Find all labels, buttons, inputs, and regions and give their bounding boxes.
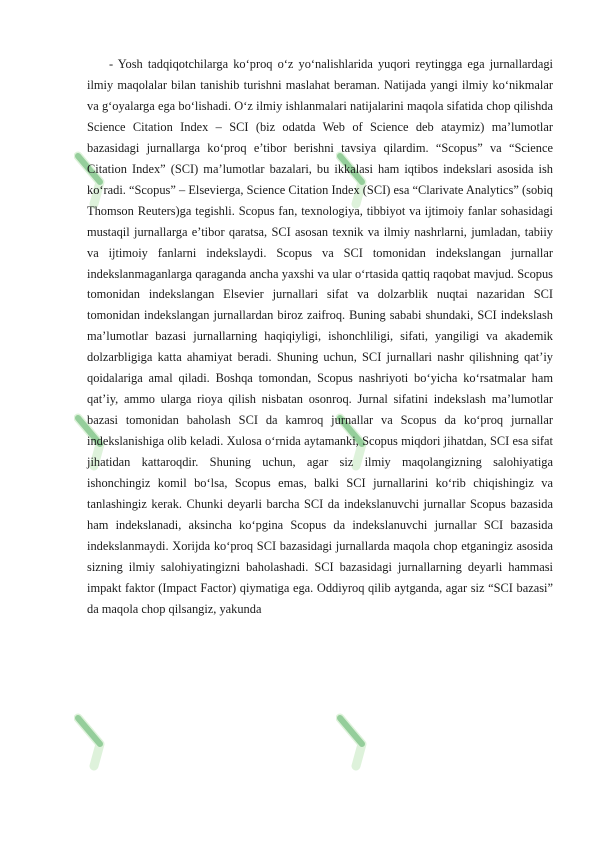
green-diagonal-logo-icon (74, 712, 120, 772)
green-diagonal-logo-icon (336, 712, 382, 772)
paragraph: - Yosh tadqiqotchilarga koʻproq oʻz yoʻnalishlarida yuqori reytingga ega jurnallardagi ilmiy maqolalar bilan tanishib turishni maslahat beraman. Natijada yangi ilmiy koʻnikmalar va gʻoyalarga ega boʻlishadi. Oʻz ilmiy ishlanmalari natijalarini maqola sifatida chop qilishda Science Citation Index – SCI (biz odatda Web of Science deb ataymiz) ma’lumotlar bazasidagi jurnallarga koʻproq e’tibor berishni tavsiya qilardim. “Scopus” va “Science Citation Index” (SCI) ma’lumotlar bazalari, bu ikkalasi ham iqtibos indekslari asosida ish koʻradi. “Scopus” – Elsevierga, Science Citation Index (SCI) esa “Clarivate Analytics” (sobiq Thomson Reuters)ga tegishli. Scopus fan, texnologiya, tibbiyot va ijtimoiy fanlar sohasidagi mustaqil jurnallarga e’tibor qaratsa, SCI asosan texnik va ilmiy nashrlarni, jumladan, tabiiy va ijtimoiy fanlarni indekslaydi. Scopus va SCI tomonidan indekslangan jurnallar indekslanmaganlarga qaraganda ancha yaxshi va ular oʻrtasida qattiq raqobat mavjud. Scopus tomonidan indekslangan Elsevier jurnallari sifat va dolzarblik nuqtai nazaridan SCI tomonidan indekslangan jurnallardan biroz zaifroq. Buning sababi shundaki, SCI indekslash ma’lumotlar bazasi jurnallarning haqiqiyligi, ishonchliligi, sifati, yangiligi va akademik dolzarbligiga katta ahamiyat beradi. Shuning uchun, SCI jurnallari nashr qilishning qat’iy qoidalariga amal qiladi. Boshqa tomondan, Scopus nashriyoti boʻyicha koʻrsatmalar ham qat’iy, ammo ularga rioya qilish nisbatan osonroq. Jurnal sifatini indekslash ma’lumotlar bazasi tomonidan baholash SCI da kamroq jurnallar va Scopus da koʻproq jurnallar indekslanishiga olib keladi. Xulosa oʻrnida aytamanki, Scopus miqdori jihatdan, SCI esa sifat jihatidan kattaroqdir. Shuning uchun, agar siz ilmiy maqolangizning salohiyatiga ishonchingiz komil boʻlsa, Scopus emas, balki SCI jurnallarini koʻrib chiqishingiz va tanlashingiz kerak. Chunki deyarli barcha SCI da indekslanuvchi jurnallar Scopus bazasida ham indekslanadi, aksincha koʻpgina Scopus da indekslanuvchi jurnallar SCI bazasida indekslanmaydi. Xorijda koʻproq SCI bazasidagi jurnallarda maqola chop etganingiz asosida sizning ilmiy salohiyatingizni baholashadi. SCI bazasidagi jurnallarning deyarli hammasi impakt faktor (Impact Factor) qiymatiga ega. Oddiyroq qilib aytganda, agar siz “SCI bazasi” da maqola chop qilsangiz, yakunda (87, 57, 553, 616)
body-text (87, 54, 553, 620)
